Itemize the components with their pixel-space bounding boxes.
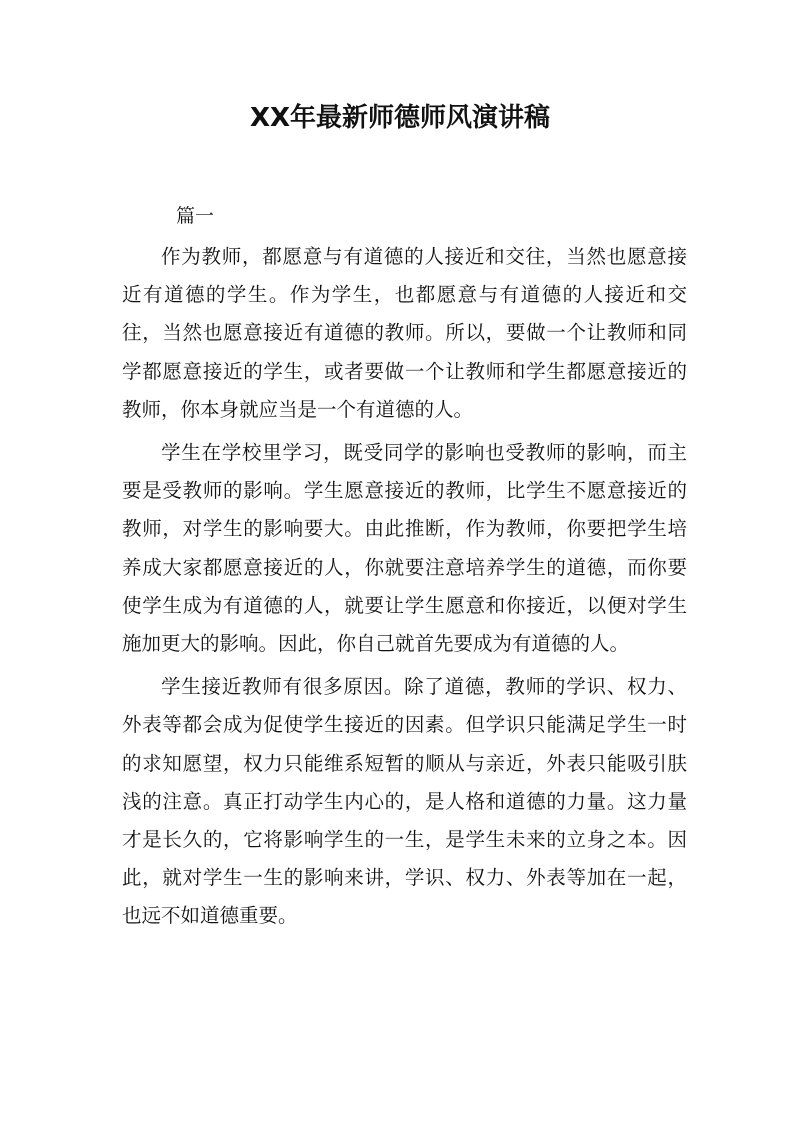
paragraph-1: 作为教师，都愿意与有道德的人接近和交往，当然也愿意接近有道德的学生。作为学生，也都愿意与有道德的人接近和交往，当然也愿意接近有道德的教师。所以，要做一个让教师和同学都愿意接近的学生，或者要做一个让教师和学生都愿意接近的教师，你本身就应当是一个有道德的人。 (122, 245, 687, 421)
document-body (122, 238, 687, 941)
section-label: 篇一 (176, 205, 215, 227)
paragraph-3: 学生接近教师有很多原因。除了道德，教师的学识、权力、外表等都会成为促使学生接近的因素。但学识只能满足学生一时的求知愿望，权力只能维系短暂的顺从与亲近，外表只能吸引肤浅的注意。真正打动学生内心的，是人格和道德的力量。这力量才是长久的，它将影响学生的一生，是学生未来的立身之本。因此，就对学生一生的影响来讲，学识、权力、外表等加在一起，也远不如道德重要。 (122, 675, 687, 928)
document-title: XX年最新师德师风演讲稿 (249, 103, 551, 133)
paragraph-2: 学生在学校里学习，既受同学的影响也受教师的影响，而主要是受教师的影响。学生愿意接近的教师，比学生不愿意接近的教师，对学生的影响要大。由此推断，作为教师，你要把学生培养成大家都愿意接近的人，你就要注意培养学生的道德，而你要使学生成为有道德的人，就要让学生愿意和你接近，以便对学生施加更大的影响。因此，你自己就首先要成为有道德的人。 (122, 441, 687, 656)
